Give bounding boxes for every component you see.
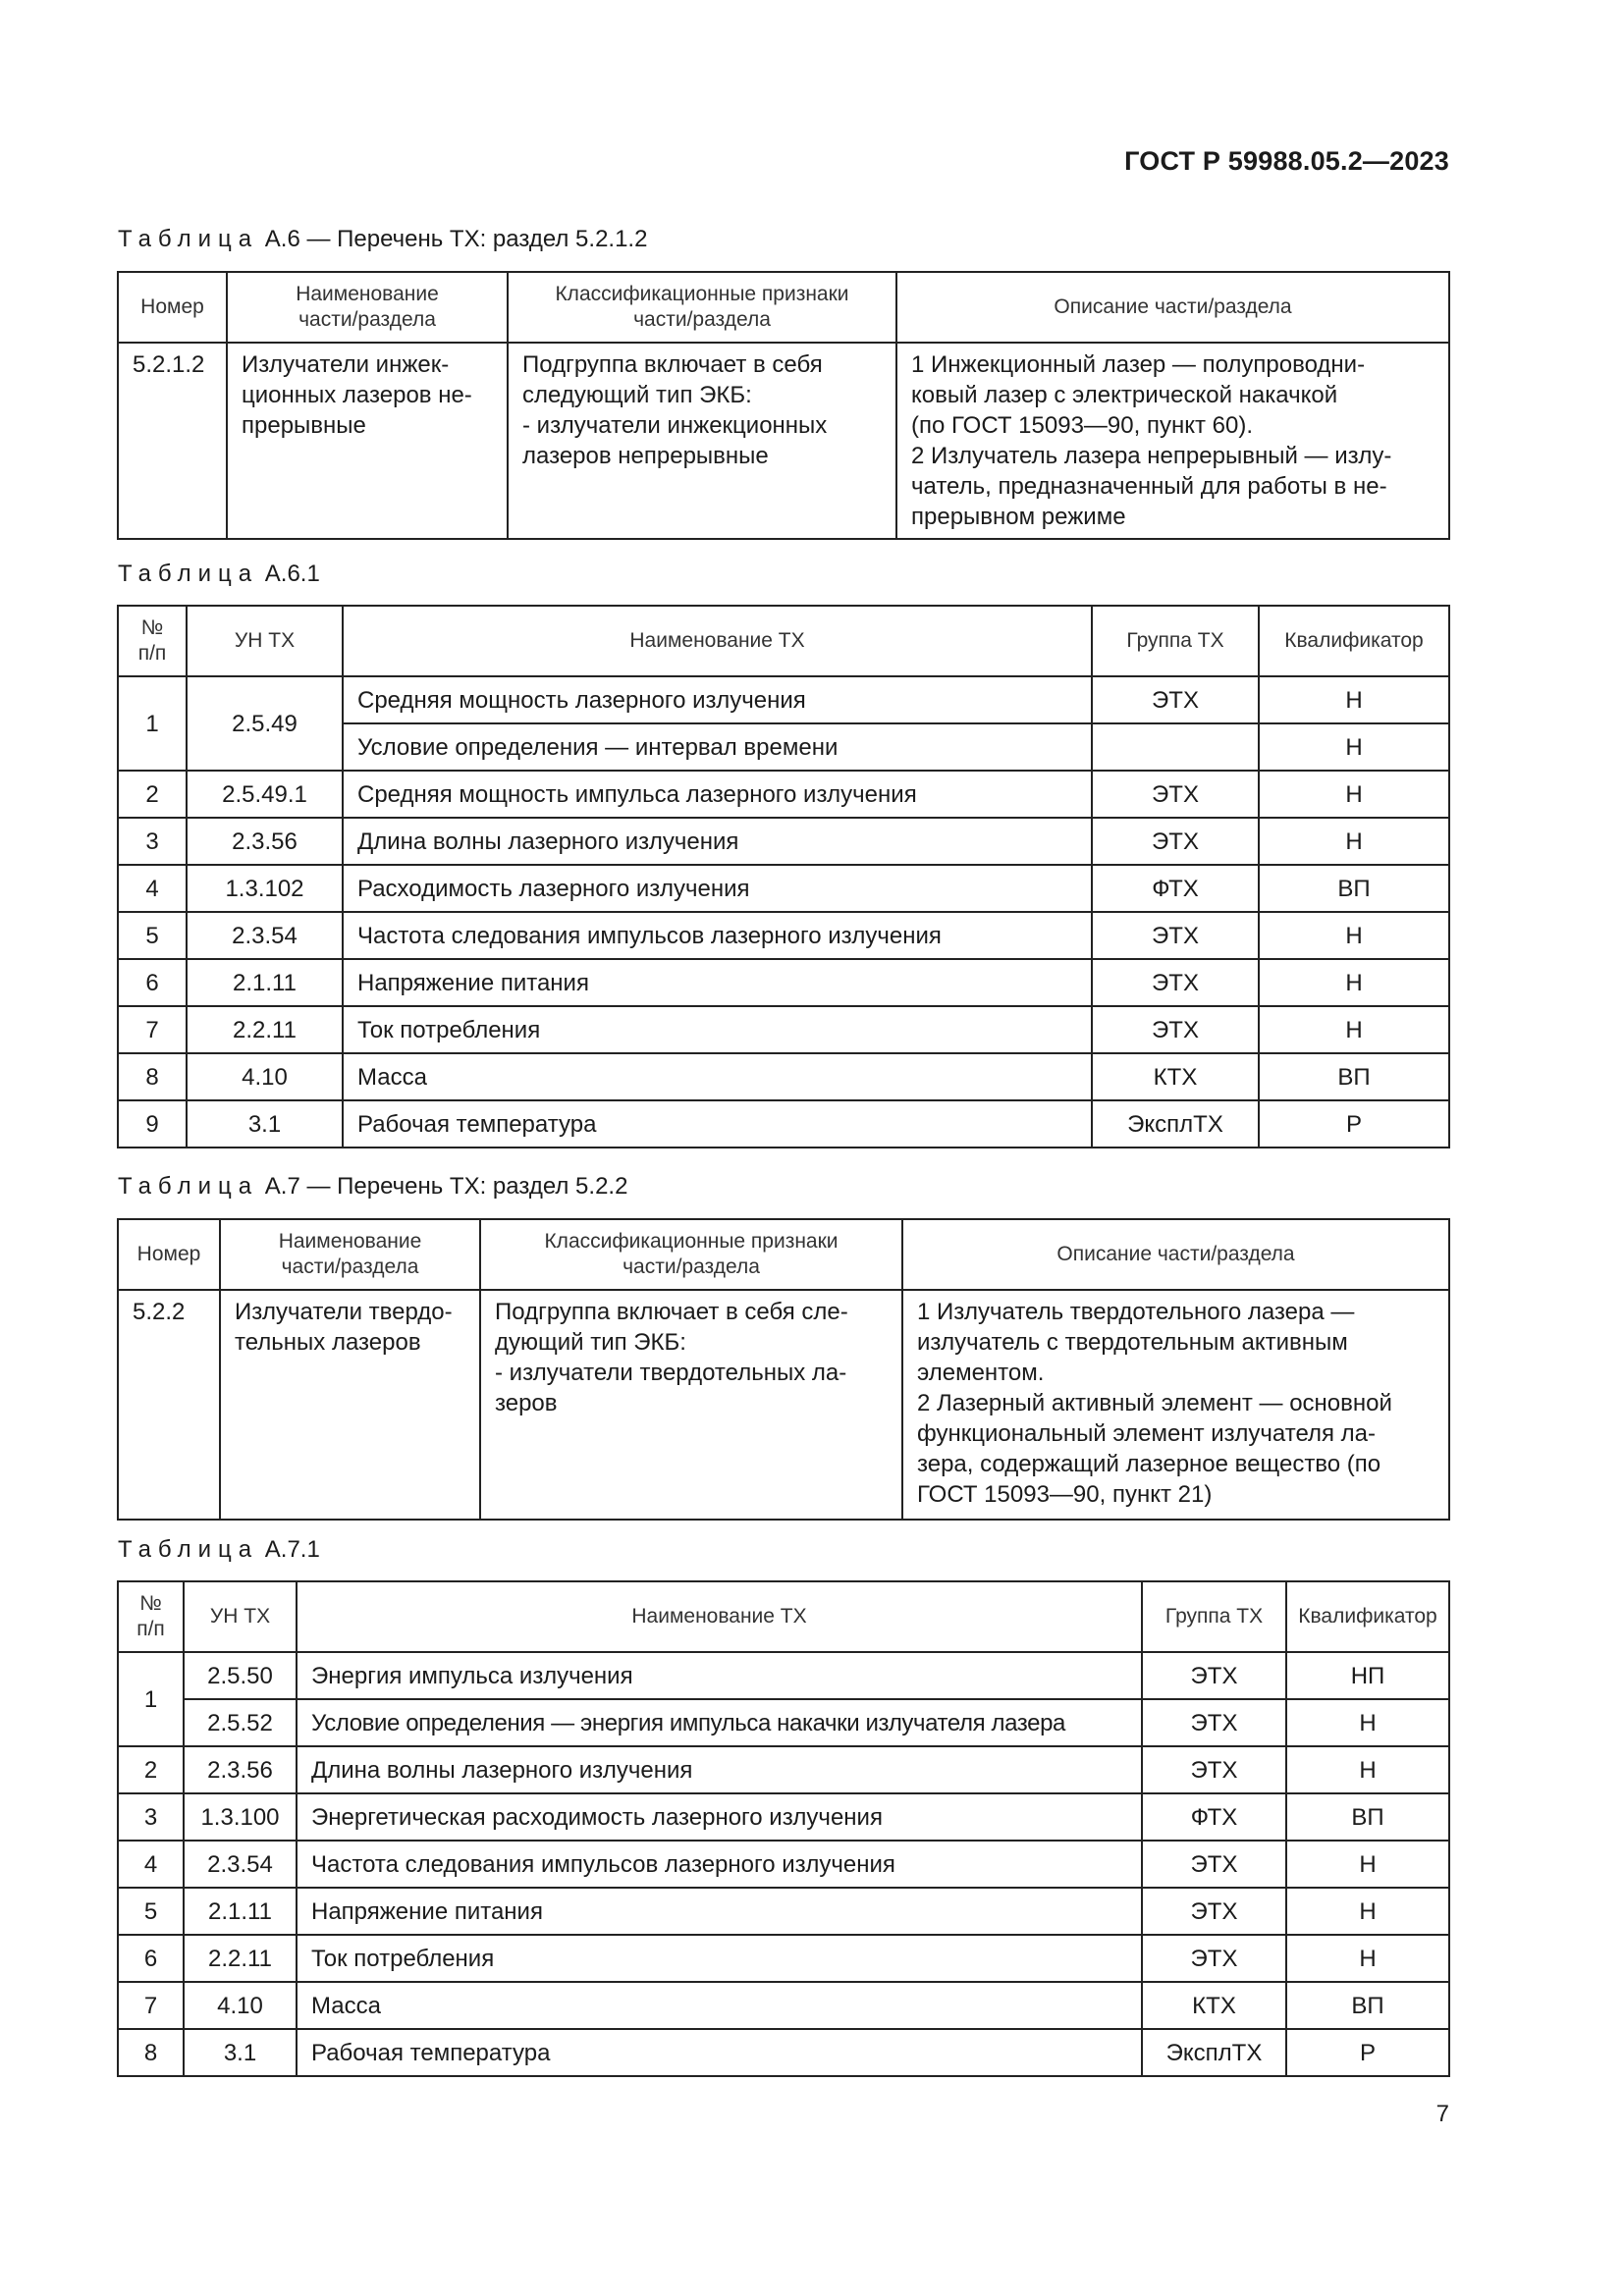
table-a71-caption [118, 1536, 320, 1564]
table-a61-header-index: № п/п [118, 606, 187, 676]
table-a71-cell-index: 5 [118, 1888, 184, 1935]
table-a61-cell-qualifier: ВП [1259, 865, 1449, 912]
table-a71-cell-code: 2.3.54 [184, 1841, 297, 1888]
table-row [118, 818, 1449, 865]
table-a7-header-name: Наименование части/раздела [220, 1219, 480, 1290]
table-row [118, 1793, 1449, 1841]
table-row [118, 1652, 1449, 1699]
table-a6-header-name: Наименование части/раздела [227, 272, 508, 343]
table-a6 [117, 271, 1450, 540]
table-a6-header-description: Описание части/раздела [896, 272, 1449, 343]
table-a61-cell-name: Средняя мощность импульса лазерного излучения [343, 771, 1092, 818]
table-a61-header-code: УН ТХ [187, 606, 343, 676]
table-a7-header-row [118, 1219, 1449, 1290]
table-a71-cell-qualifier: ВП [1286, 1982, 1449, 2029]
table-a7-cell-features: Подгруппа включает в себя сле- дующий тип ЭКБ: - излучатели твердотельных ла- зеров [480, 1290, 902, 1520]
table-a6-caption-text: А.6 — Перечень ТХ: раздел 5.2.1.2 [264, 226, 648, 252]
table-a61-cell-name: Расходимость лазерного излучения [343, 865, 1092, 912]
table-a71-cell-index: 1 [118, 1652, 184, 1746]
table-a61-cell-qualifier: Р [1259, 1100, 1449, 1148]
table-row [118, 912, 1449, 959]
table-row [118, 1982, 1449, 2029]
table-a71-cell-code: 2.2.11 [184, 1935, 297, 1982]
table-a61-cell-index: 2 [118, 771, 187, 818]
table-a71-header-row [118, 1581, 1449, 1652]
table-a61-cell-code: 4.10 [187, 1053, 343, 1100]
table-a71-cell-index: 7 [118, 1982, 184, 2029]
table-a71 [117, 1580, 1450, 2077]
table-a71-cell-group: ЭТХ [1142, 1935, 1286, 1982]
table-a71-cell-index: 3 [118, 1793, 184, 1841]
table-a6-cell-name: Излучатели инжек- ционных лазеров не- прерывные [227, 343, 508, 539]
table-a71-cell-group: КТХ [1142, 1982, 1286, 2029]
table-a6-header-features: Классификационные признаки части/раздела [508, 272, 896, 343]
table-a71-cell-group: ЭТХ [1142, 1888, 1286, 1935]
table-row [118, 1290, 1449, 1520]
table-a61-cell-code: 2.2.11 [187, 1006, 343, 1053]
table-a61-cell-index: 1 [118, 676, 187, 771]
table-a71-cell-qualifier: Н [1286, 1888, 1449, 1935]
table-a71-cell-qualifier: Р [1286, 2029, 1449, 2076]
table-a6-caption [118, 226, 647, 253]
table-a71-cell-qualifier: Н [1286, 1841, 1449, 1888]
table-a61-cell-group: ЭТХ [1092, 1006, 1259, 1053]
table-a7-cell-name: Излучатели твердо- тельных лазеров [220, 1290, 480, 1520]
table-a71-cell-name: Ток потребления [297, 1935, 1142, 1982]
table-a61-header-qualifier: Квалификатор [1259, 606, 1449, 676]
table-a71-cell-name: Длина волны лазерного излучения [297, 1746, 1142, 1793]
table-a61-cell-code: 2.1.11 [187, 959, 343, 1006]
table-a61-cell-group: ЭТХ [1092, 771, 1259, 818]
table-a61-cell-code: 1.3.102 [187, 865, 343, 912]
table-a7-cell-number: 5.2.2 [118, 1290, 220, 1520]
table-a61-cell-name: Масса [343, 1053, 1092, 1100]
table-row [118, 771, 1449, 818]
table-a61-cell-index: 3 [118, 818, 187, 865]
table-a61-cell-index: 8 [118, 1053, 187, 1100]
table-a61-cell-qualifier: Н [1259, 818, 1449, 865]
table-a61-cell-qualifier: Н [1259, 959, 1449, 1006]
table-a61-cell-group [1092, 723, 1259, 771]
page-number: 7 [1435, 2101, 1449, 2127]
table-a61-cell-index: 6 [118, 959, 187, 1006]
table-row [118, 1746, 1449, 1793]
table-a61-cell-code: 2.5.49 [187, 676, 343, 771]
table-a61-caption [118, 561, 320, 588]
table-a61-cell-qualifier: Н [1259, 676, 1449, 723]
table-a7-caption-word: Таблица [118, 1173, 259, 1200]
table-a71-header-group: Группа ТХ [1142, 1581, 1286, 1652]
table-a71-cell-group: ФТХ [1142, 1793, 1286, 1841]
table-a71-cell-qualifier: Н [1286, 1746, 1449, 1793]
table-a71-cell-group: ЭТХ [1142, 1841, 1286, 1888]
table-row [118, 1053, 1449, 1100]
table-a71-cell-name: Масса [297, 1982, 1142, 2029]
table-a61-cell-name: Частота следования импульсов лазерного излучения [343, 912, 1092, 959]
table-a6-cell-description: 1 Инжекционный лазер — полупроводни- ковый лазер с электрической накачкой (по ГОСТ 15093—90, пункт 60). 2 Излучатель лазера непрерывный — излу- чатель, предназначенный для работы в не- прерывном режиме [896, 343, 1449, 539]
table-a61-caption-word: Таблица [118, 561, 259, 587]
table-a7-caption-text: А.7 — Перечень ТХ: раздел 5.2.2 [264, 1173, 628, 1200]
table-row [118, 676, 1449, 723]
table-a61-cell-index: 7 [118, 1006, 187, 1053]
table-a71-cell-qualifier: ВП [1286, 1793, 1449, 1841]
table-row [118, 1699, 1449, 1746]
table-a61-cell-group: ФТХ [1092, 865, 1259, 912]
table-row [118, 1841, 1449, 1888]
table-a61-cell-code: 2.5.49.1 [187, 771, 343, 818]
table-a71-cell-code: 2.5.50 [184, 1652, 297, 1699]
table-a71-cell-index: 6 [118, 1935, 184, 1982]
table-a61-cell-group: ЭТХ [1092, 912, 1259, 959]
table-a61-cell-name: Напряжение питания [343, 959, 1092, 1006]
table-a61-cell-name: Условие определения — интервал времени [343, 723, 1092, 771]
table-a71-header-code: УН ТХ [184, 1581, 297, 1652]
table-a71-cell-code: 3.1 [184, 2029, 297, 2076]
table-a61-cell-code: 2.3.54 [187, 912, 343, 959]
table-a7-caption [118, 1173, 627, 1201]
table-a71-cell-name: Частота следования импульсов лазерного излучения [297, 1841, 1142, 1888]
table-a71-cell-group: ЭТХ [1142, 1746, 1286, 1793]
table-a71-cell-index: 8 [118, 2029, 184, 2076]
document-standard-number: ГОСТ Р 59988.05.2—2023 [1124, 146, 1449, 176]
table-a71-cell-qualifier: Н [1286, 1699, 1449, 1746]
table-a71-cell-code: 2.1.11 [184, 1888, 297, 1935]
table-a71-cell-qualifier: Н [1286, 1935, 1449, 1982]
table-a61-header-group: Группа ТХ [1092, 606, 1259, 676]
table-a71-cell-name: Энергия импульса излучения [297, 1652, 1142, 1699]
table-row [118, 343, 1449, 539]
table-row [118, 959, 1449, 1006]
table-a71-cell-name: Напряжение питания [297, 1888, 1142, 1935]
table-a71-header-name: Наименование ТХ [297, 1581, 1142, 1652]
table-a71-header-index: № п/п [118, 1581, 184, 1652]
table-a61-cell-name: Средняя мощность лазерного излучения [343, 676, 1092, 723]
table-a7-header-description: Описание части/раздела [902, 1219, 1449, 1290]
table-a71-cell-name: Энергетическая расходимость лазерного излучения [297, 1793, 1142, 1841]
table-a71-cell-name: Условие определения — энергия импульса накачки излучателя лазера [297, 1699, 1142, 1746]
table-a7 [117, 1218, 1450, 1521]
table-a61-cell-group: ЭТХ [1092, 818, 1259, 865]
table-a61-cell-qualifier: Н [1259, 912, 1449, 959]
table-a7-header-number: Номер [118, 1219, 220, 1290]
table-a61-cell-name: Длина волны лазерного излучения [343, 818, 1092, 865]
table-a61-cell-group: КТХ [1092, 1053, 1259, 1100]
table-row [118, 1935, 1449, 1982]
table-row [118, 2029, 1449, 2076]
table-a61-cell-qualifier: Н [1259, 771, 1449, 818]
table-a71-cell-index: 2 [118, 1746, 184, 1793]
table-a7-cell-description: 1 Излучатель твердотельного лазера — излучатель с твердотельным активным элементом. 2 Лазерный активный элемент — основной функциональный элемент излучателя ла- зера, содержащий лазерное вещество (по ГОСТ 15093—90, пункт 21) [902, 1290, 1449, 1520]
table-a71-cell-name: Рабочая температура [297, 2029, 1142, 2076]
table-a71-caption-word: Таблица [118, 1536, 259, 1563]
table-a6-cell-number: 5.2.1.2 [118, 343, 227, 539]
table-a61-cell-code: 2.3.56 [187, 818, 343, 865]
table-a6-caption-word: Таблица [118, 226, 259, 252]
table-a71-cell-qualifier: НП [1286, 1652, 1449, 1699]
table-a61-cell-qualifier: Н [1259, 723, 1449, 771]
table-a61-caption-text: А.6.1 [264, 561, 320, 587]
table-a61-cell-name: Ток потребления [343, 1006, 1092, 1053]
table-a71-cell-code: 4.10 [184, 1982, 297, 2029]
table-row [118, 865, 1449, 912]
table-a61 [117, 605, 1450, 1148]
table-a61-header-name: Наименование ТХ [343, 606, 1092, 676]
table-a61-cell-index: 9 [118, 1100, 187, 1148]
table-a61-cell-index: 5 [118, 912, 187, 959]
table-a61-cell-code: 3.1 [187, 1100, 343, 1148]
table-a61-cell-group: ЭТХ [1092, 959, 1259, 1006]
table-a71-cell-group: ЭТХ [1142, 1652, 1286, 1699]
table-a61-cell-index: 4 [118, 865, 187, 912]
table-a71-cell-group: ЭксплТХ [1142, 2029, 1286, 2076]
table-a61-cell-qualifier: Н [1259, 1006, 1449, 1053]
table-a6-header-number: Номер [118, 272, 227, 343]
table-a71-cell-index: 4 [118, 1841, 184, 1888]
table-row [118, 1100, 1449, 1148]
table-a7-header-features: Классификационные признаки части/раздела [480, 1219, 902, 1290]
table-a71-caption-text: А.7.1 [264, 1536, 320, 1563]
table-a61-cell-group: ЭксплТХ [1092, 1100, 1259, 1148]
table-a71-cell-code: 2.3.56 [184, 1746, 297, 1793]
table-a61-cell-name: Рабочая температура [343, 1100, 1092, 1148]
table-a71-cell-code: 1.3.100 [184, 1793, 297, 1841]
table-a6-header-row [118, 272, 1449, 343]
table-a61-cell-group: ЭТХ [1092, 676, 1259, 723]
table-a61-header-row [118, 606, 1449, 676]
table-a71-cell-group: ЭТХ [1142, 1699, 1286, 1746]
table-a61-cell-qualifier: ВП [1259, 1053, 1449, 1100]
table-row [118, 1888, 1449, 1935]
table-a71-cell-code: 2.5.52 [184, 1699, 297, 1746]
table-a6-cell-features: Подгруппа включает в себя следующий тип ЭКБ: - излучатели инжекционных лазеров непрерывные [508, 343, 896, 539]
table-row [118, 1006, 1449, 1053]
table-a71-header-qualifier: Квалификатор [1286, 1581, 1449, 1652]
